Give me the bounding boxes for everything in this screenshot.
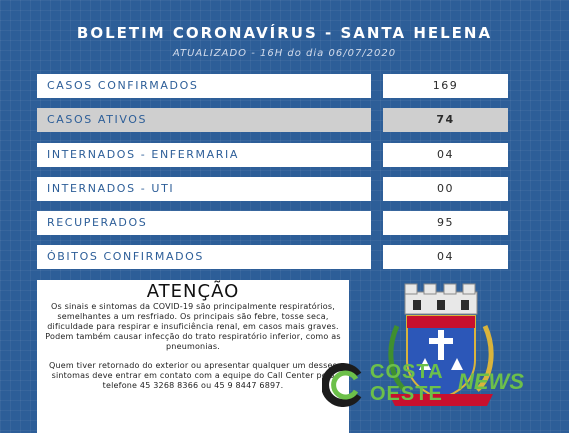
stat-row-confirmed — [37, 74, 508, 98]
attention-notice — [37, 280, 349, 433]
brand-line-1: COSTA — [370, 361, 444, 383]
stat-row-deaths — [37, 245, 508, 269]
update-timestamp: ATUALIZADO - 16H do dia 06/07/2020 — [172, 48, 397, 59]
stat-value: 00 — [383, 177, 508, 201]
notice-title: ATENÇÃO — [146, 281, 240, 302]
crown-icon — [405, 284, 477, 314]
page-title: BOLETIM CORONAVÍRUS - SANTA HELENA — [76, 24, 493, 42]
stat-label: ÓBITOS CONFIRMADOS — [37, 245, 371, 269]
stat-row-ward — [37, 143, 508, 167]
stat-row-icu — [37, 177, 508, 201]
stat-label: RECUPERADOS — [37, 211, 371, 235]
costa-oeste-news-logo — [322, 355, 562, 415]
stat-label: CASOS CONFIRMADOS — [37, 74, 371, 98]
stat-value: 95 — [383, 211, 508, 235]
stat-label: INTERNADOS - UTI — [37, 177, 371, 201]
stat-label: INTERNADOS - ENFERMARIA — [37, 143, 371, 167]
notice-contact-text: Quem tiver retornado do exterior ou apresentar qualquer um desses sintomas deve entrar em contato com a equipe do Call Center pelo telefone 45 3268 8366 ou 45 9 8447 6897. — [48, 361, 338, 390]
stat-row-active — [37, 108, 508, 132]
brand-line-2: OESTE — [370, 383, 443, 405]
stat-value: 74 — [383, 108, 508, 132]
stat-value: 04 — [383, 245, 508, 269]
stat-value: 169 — [383, 74, 508, 98]
notice-symptoms-text: Os sinais e sintomas da COVID-19 são principalmente respiratórios, semelhantes a um resfriado. Os principais são febre, tosse seca, dificuldade para respirar e insuficiência renal, em casos mais graves. Podem também causar infecção do trato respiratório inferior, como as pneumonias. — [45, 302, 341, 351]
brand-c-icon — [322, 363, 366, 407]
stat-row-recovered — [37, 211, 508, 235]
stat-value: 04 — [383, 143, 508, 167]
stat-label: CASOS ATIVOS — [37, 108, 371, 132]
brand-news-word: NEWS — [458, 369, 524, 394]
